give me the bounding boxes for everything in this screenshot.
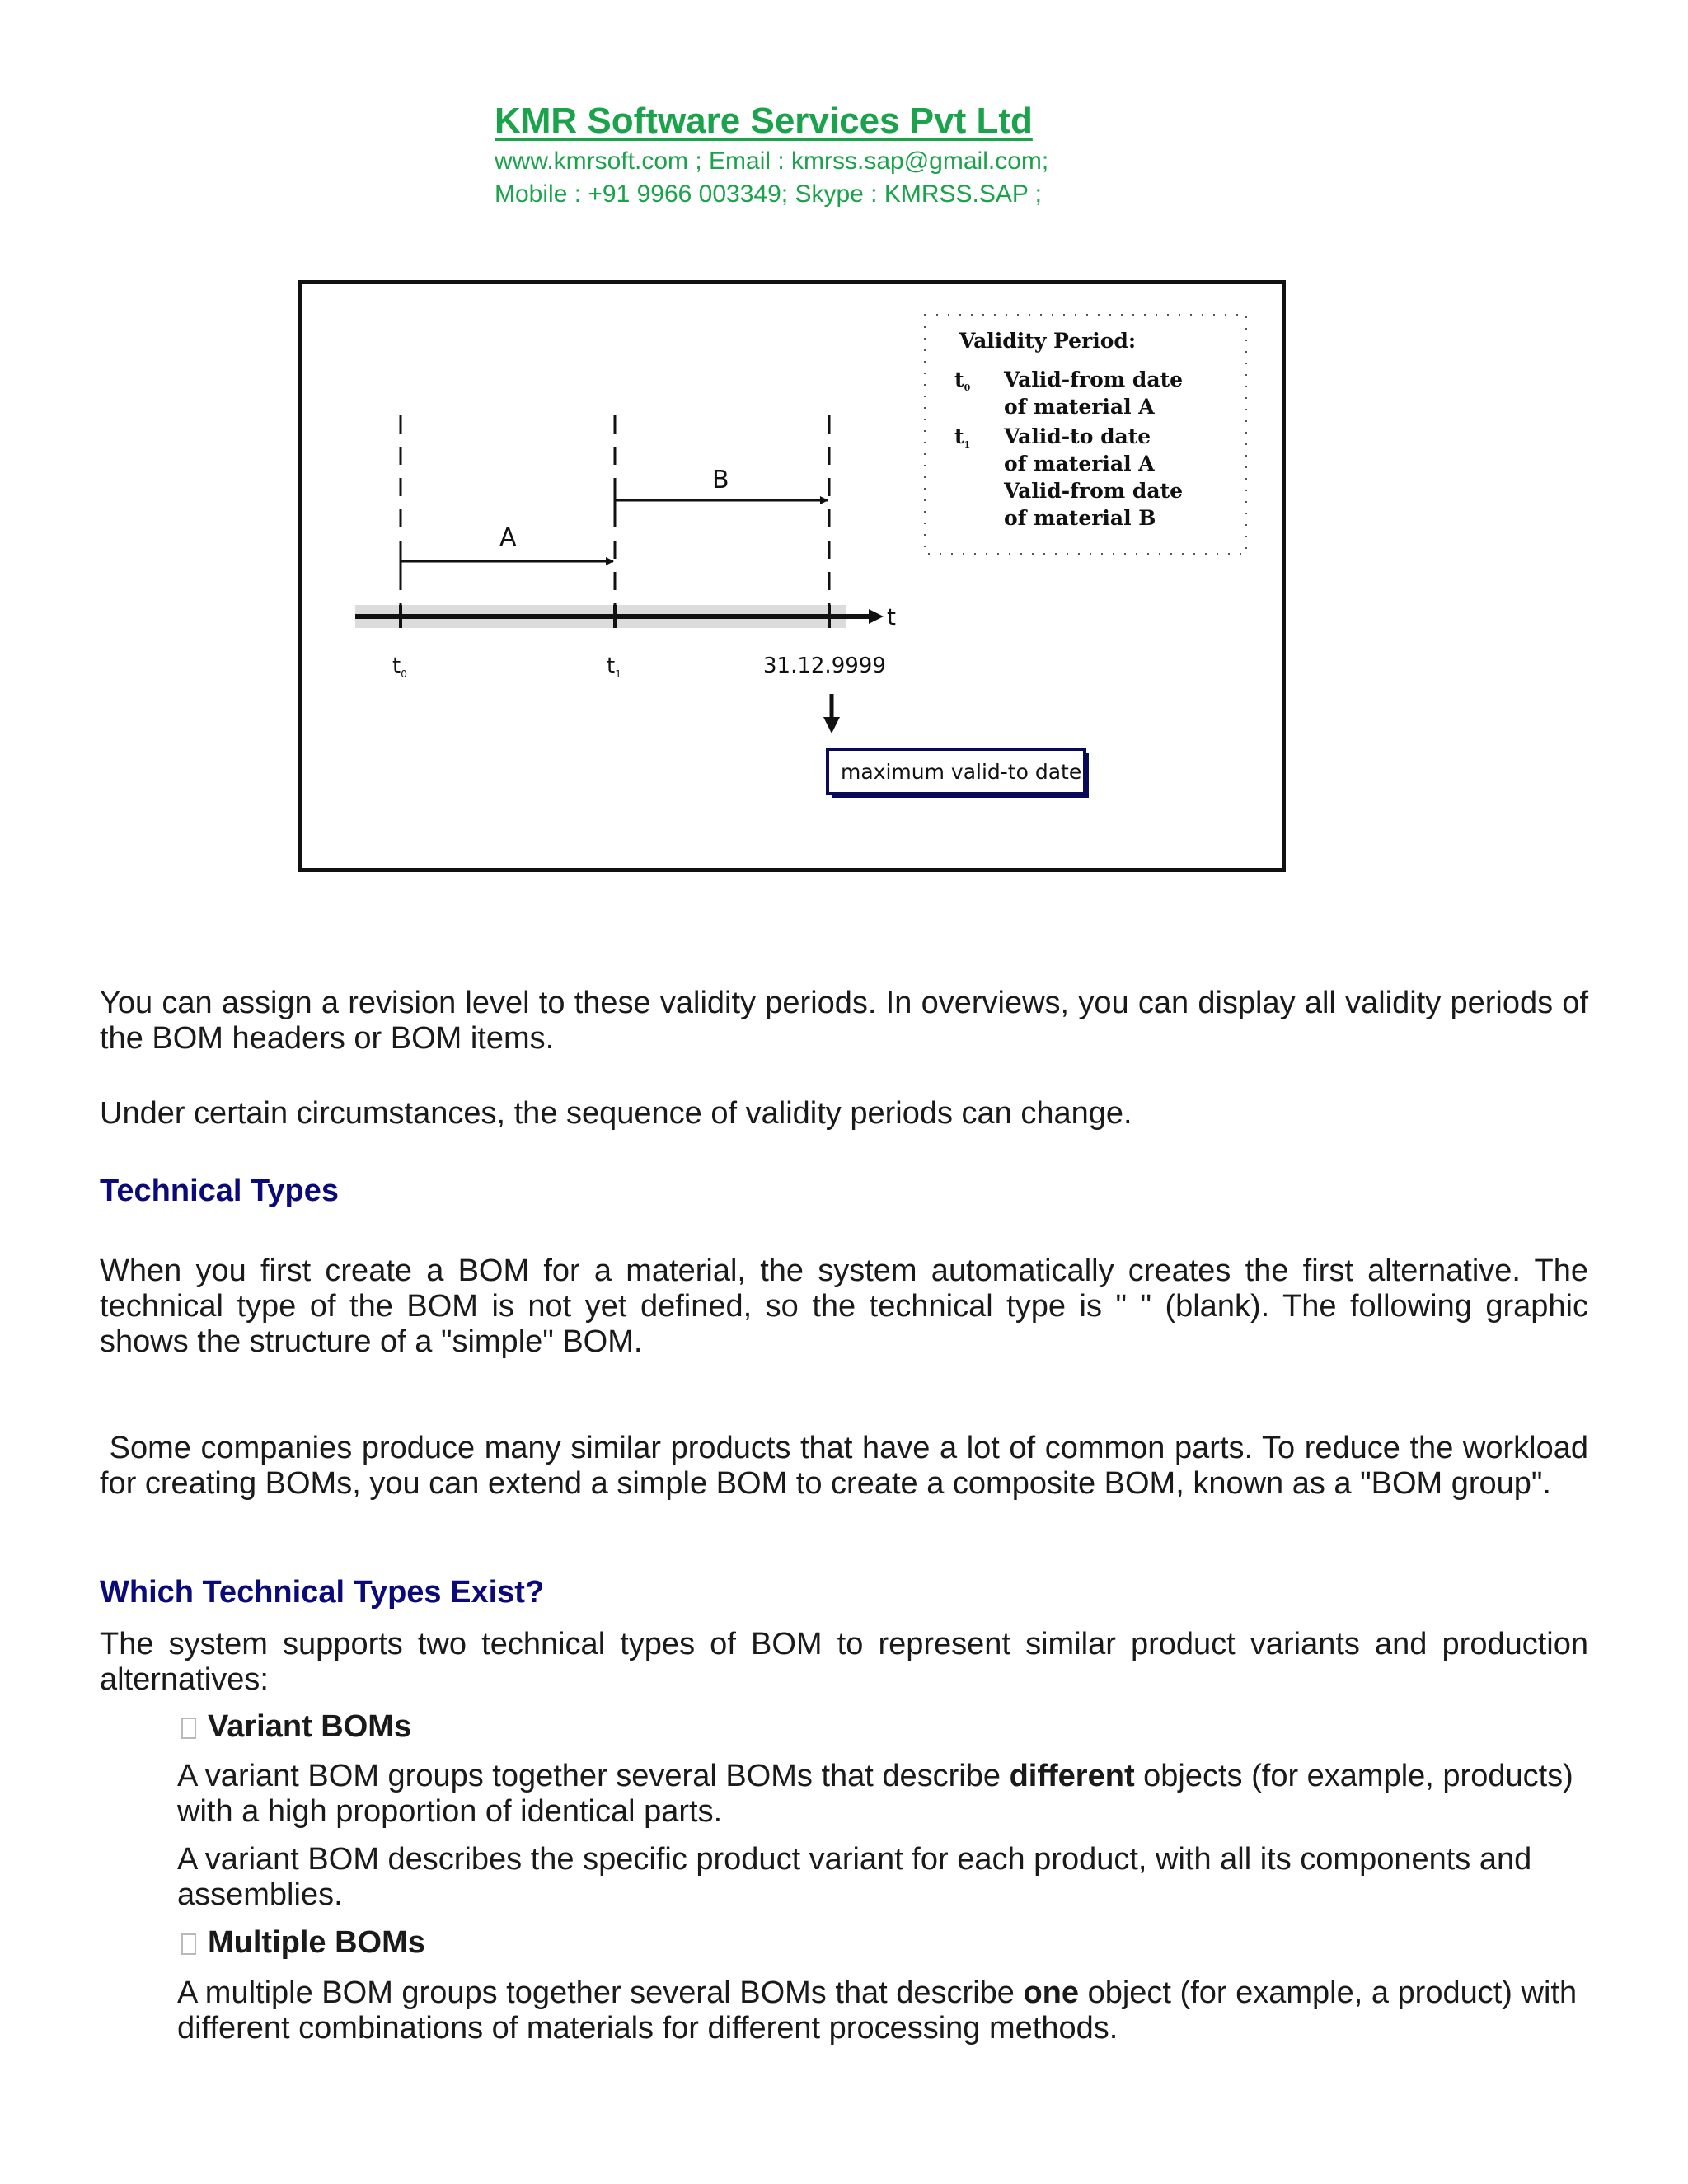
period-a-label: A <box>499 523 517 552</box>
contact-line-web-email: www.kmrsoft.com ; Email : kmrss.sap@gmail.com; <box>495 148 1049 175</box>
tick-label-t0: $t_0$ <box>392 654 407 680</box>
legend-t1-line1: Valid-to date <box>1004 424 1151 448</box>
heading-which-types: Which Technical Types Exist? <box>100 1575 545 1610</box>
paragraph-variant-2: A variant BOM describes the specific product variant for each product, with all its components and assemblies. <box>177 1842 1532 1912</box>
multiple-p1-emphasis: one <box>1023 1975 1080 2010</box>
legend-t0-line1: Valid-from date <box>1004 368 1184 391</box>
legend-t1-line3: Valid-from date <box>1004 479 1184 503</box>
company-name: KMR Software Services Pvt Ltd <box>495 101 1033 141</box>
bullet-multiple-boms <box>181 1925 425 1961</box>
paragraph-sequence-change: Under certain circumstances, the sequence of validity periods can change. <box>100 1096 1132 1131</box>
bullet-box-icon <box>181 1933 196 1955</box>
max-date-box-label: maximum valid-to date <box>841 760 1082 784</box>
paragraph-multiple-1 <box>177 1975 1588 2046</box>
legend-title: Validity Period: <box>959 329 1137 353</box>
bullet-box-icon <box>181 1718 196 1739</box>
tick-label-t1: $t_1$ <box>607 654 621 680</box>
contact-line-mobile-skype: Mobile : +91 9966 003349; Skype : KMRSS.SAP ; <box>495 180 1043 208</box>
legend-t0-symbol: $t_0$ <box>954 368 971 393</box>
validity-period-diagram <box>298 280 1286 872</box>
legend-t1-line4: of material B <box>1004 506 1156 530</box>
multiple-p1-text-b: object (for example, a product) with different combinations of materials for different processing methods. <box>177 1975 1578 2046</box>
bullet-variant-title: Variant BOMs <box>208 1709 412 1744</box>
legend-t1-symbol: $t_1$ <box>954 424 971 450</box>
bullet-variant-boms <box>181 1709 411 1745</box>
variant-p1-emphasis: different <box>1009 1759 1135 1793</box>
paragraph-variant-1 <box>177 1759 1588 1830</box>
paragraph-bom-group: Some companies produce many similar products that have a lot of common parts. To reduce the workload for creating BOMs, you can extend a simple BOM to create a composite BOM, known as a "BOM group". <box>100 1431 1597 1501</box>
time-axis-arrowhead <box>869 609 884 624</box>
variant-p1-text-a: A variant BOM groups together several BOMs that describe <box>177 1759 1010 1793</box>
paragraph-revision-level: You can assign a revision level to these validity periods. In overviews, you can display all validity periods of the BOM headers or BOM items. <box>100 986 1588 1056</box>
bullet-multiple-title: Multiple BOMs <box>208 1925 425 1960</box>
tick-label-end: 31.12.9999 <box>763 654 886 678</box>
paragraph-two-types: The system supports two technical types of BOM to represent similar product variants and production alternatives: <box>100 1627 1588 1697</box>
letterhead <box>495 97 1401 211</box>
period-b-label: B <box>712 466 729 494</box>
legend-t1-line2: of material A <box>1004 452 1155 476</box>
max-date-arrowhead <box>823 717 840 733</box>
paragraph-first-alternative: When you first create a BOM for a material, the system automatically creates the first alternative. The technical type of the BOM is not yet defined, so the technical type is " " (blank). The following graphic shows the structure of a "simple" BOM. <box>100 1254 1588 1359</box>
axis-label-t: t <box>887 603 896 630</box>
heading-technical-types: Technical Types <box>100 1174 340 1208</box>
multiple-p1-text-a: A multiple BOM groups together several BOMs that describe <box>177 1975 1024 2010</box>
variant-p1-text-b: objects (for example, products) with a high proportion of identical parts. <box>177 1759 1573 1829</box>
legend-t0-line2: of material A <box>1004 395 1155 419</box>
